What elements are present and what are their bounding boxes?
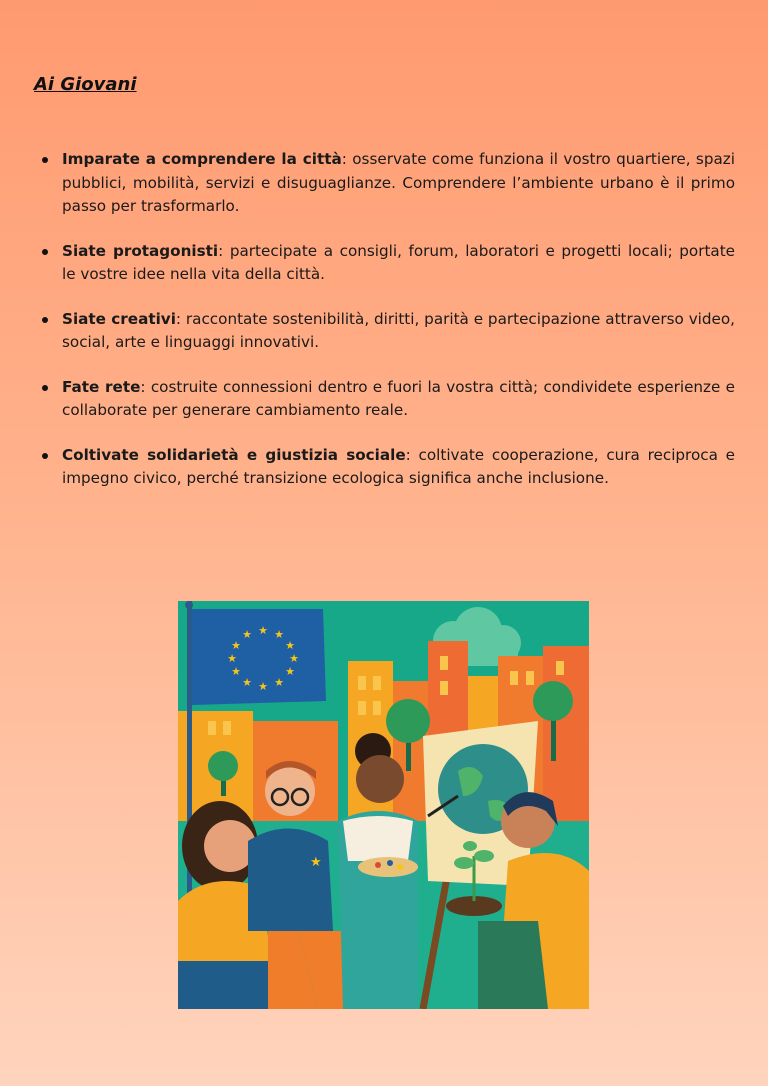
list-item xyxy=(38,376,735,423)
svg-text:★: ★ xyxy=(289,652,299,665)
bullet-bold-lead: Siate creativi xyxy=(62,309,176,328)
svg-text:★: ★ xyxy=(242,676,252,689)
youth-sustainability-illustration xyxy=(178,601,589,1009)
svg-text:★: ★ xyxy=(227,652,237,665)
bullet-icon xyxy=(42,249,48,255)
bullet-text: : partecipate a consigli, forum, laboratori e progetti locali; portate le vostre idee nella vita della città. xyxy=(62,241,736,283)
bullet-text: : coltivate cooperazione, cura reciproca e impegno civico, perché transizione ecologica significa anche inclusione. xyxy=(62,445,735,487)
bullet-icon xyxy=(42,453,48,459)
bullet-text: : costruite connessioni dentro e fuori la vostra città; condividete esperienze e collaborate per generare cambiamento reale. xyxy=(62,377,735,419)
bullet-text: : raccontate sostenibilità, diritti, parità e partecipazione attraverso video, social, arte e linguaggi innovativi. xyxy=(62,309,736,351)
bullet-bold-lead: Siate protagonisti xyxy=(62,241,219,260)
svg-text:★: ★ xyxy=(258,624,268,637)
svg-text:★: ★ xyxy=(242,628,252,641)
bullet-icon xyxy=(42,385,48,391)
bullet-bold-lead: Coltivate solidarietà e giustizia sociale xyxy=(62,445,406,464)
bullet-icon xyxy=(42,317,48,323)
page-title: Ai Giovani xyxy=(34,74,137,95)
svg-text:★: ★ xyxy=(274,628,284,641)
list-item xyxy=(38,308,735,355)
list-item xyxy=(38,240,735,287)
svg-text:★: ★ xyxy=(285,665,295,678)
svg-text:★: ★ xyxy=(231,639,241,652)
svg-text:★: ★ xyxy=(310,855,322,870)
guidance-list xyxy=(38,148,735,512)
svg-text:★: ★ xyxy=(231,665,241,678)
bullet-bold-lead: Fate rete xyxy=(62,377,141,396)
svg-text:★: ★ xyxy=(274,676,284,689)
svg-text:★: ★ xyxy=(258,680,268,693)
bullet-text: : osservate come funziona il vostro quartiere, spazi pubblici, mobilità, servizi e disuguaglianze. Comprendere l’ambiente urbano è il primo passo per trasformarlo. xyxy=(62,150,735,215)
svg-text:★: ★ xyxy=(285,639,295,652)
list-item xyxy=(38,444,735,491)
bullet-icon xyxy=(42,157,48,163)
bullet-bold-lead: Imparate a comprendere la città xyxy=(62,150,342,168)
list-item xyxy=(38,148,735,219)
